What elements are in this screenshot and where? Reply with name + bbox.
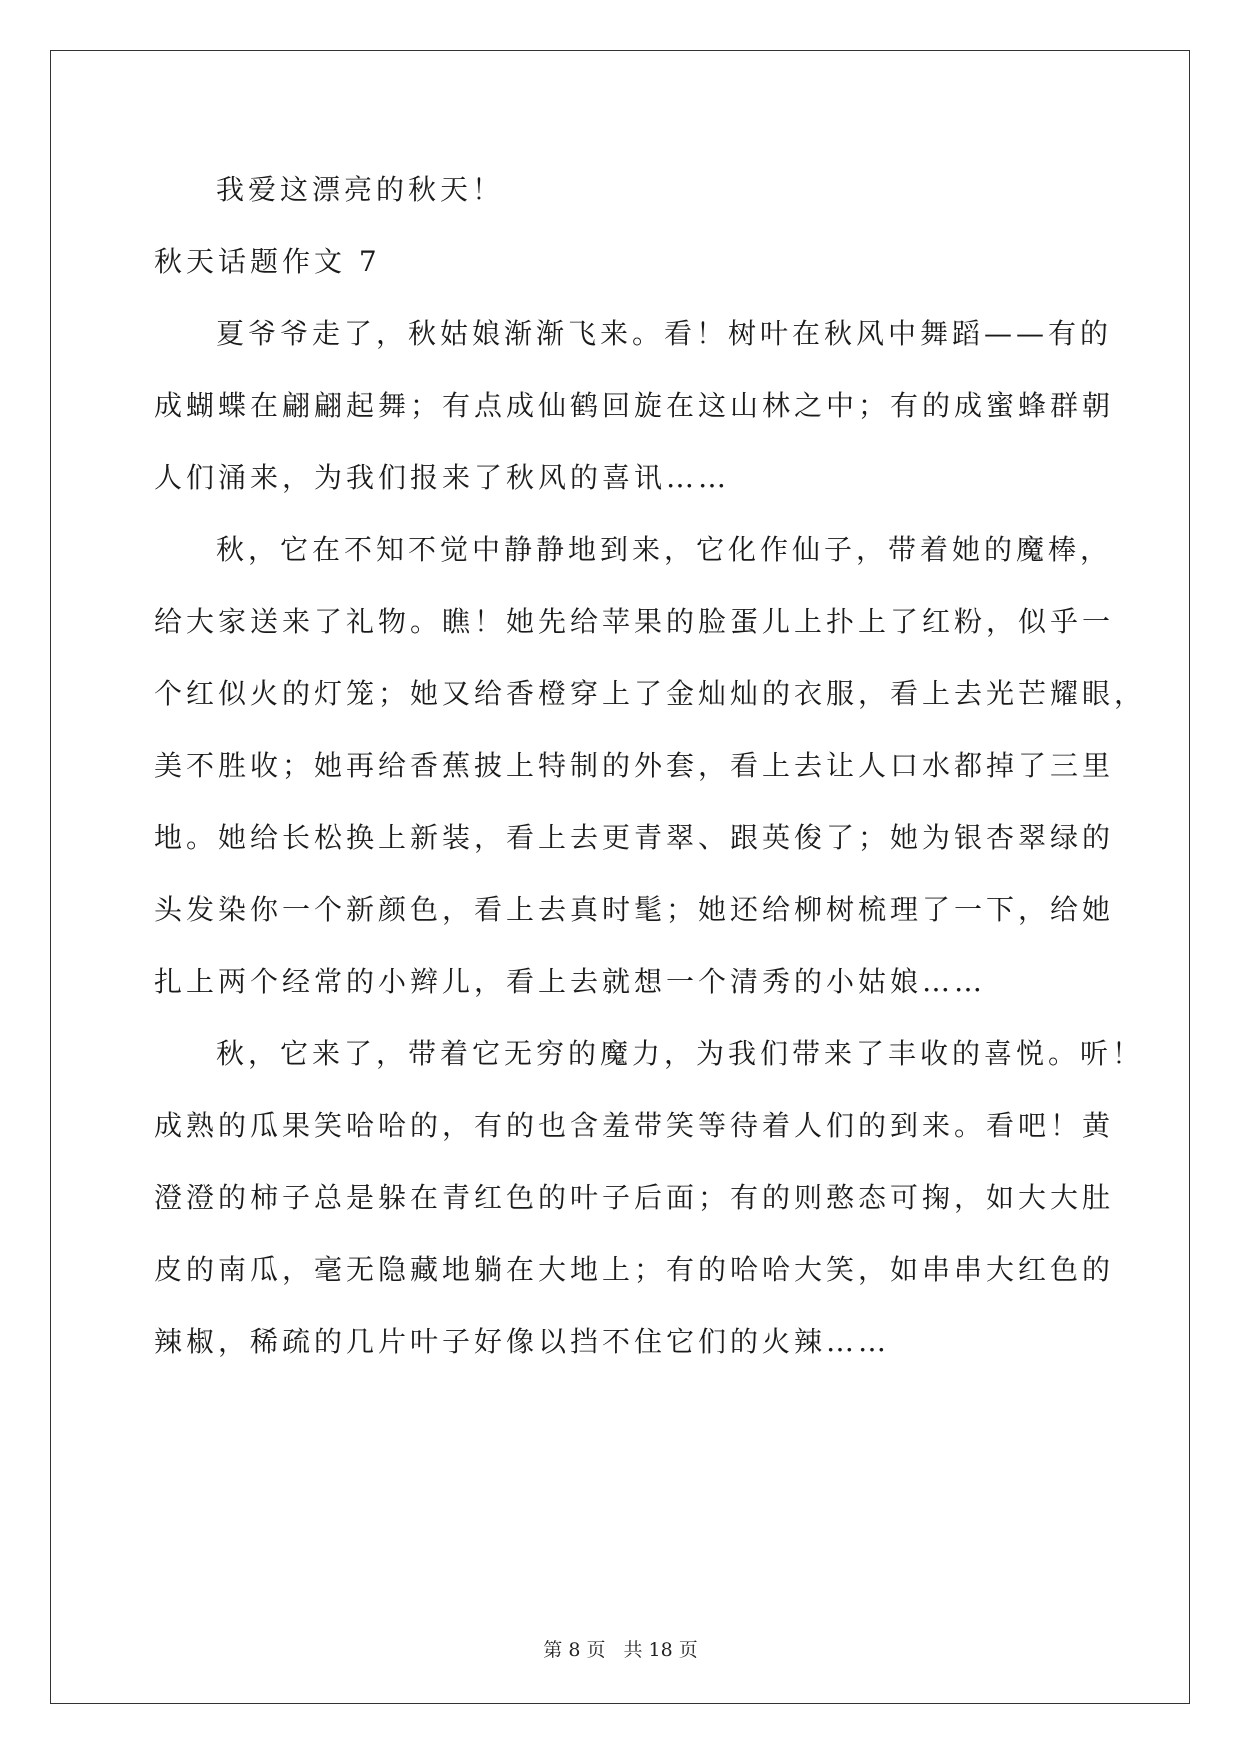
paragraph-line: 秋，它来了，带着它无穷的魔力，为我们带来了丰收的喜悦。听！ [216,1037,1145,1070]
paragraph-line: 我爱这漂亮的秋天！ [216,173,505,206]
document-body [154,154,1147,1378]
paragraph-line: 扎上两个经常的小辫儿，看上去就想一个清秀的小姑娘…… [154,965,987,998]
paragraph-line: 夏爷爷走了，秋姑娘渐渐飞来。看！树叶在秋风中舞蹈——有的 [216,317,1113,350]
paragraph-line: 秋，它在不知不觉中静静地到来，它化作仙子，带着她的魔棒， [216,533,1113,566]
paragraph-line: 头发染你一个新颜色，看上去真时髦；她还给柳树梳理了一下，给她 [154,893,1115,926]
paragraph-line: 美不胜收；她再给香蕉披上特制的外套，看上去让人口水都掉了三里 [154,749,1115,782]
paragraph-line: 地。她给长松换上新装，看上去更青翠、跟英俊了；她为银杏翠绿的 [154,821,1115,854]
current-page-number: 第 8 页 [543,1639,606,1661]
paragraph-line: 成熟的瓜果笑哈哈的，有的也含羞带笑等待着人们的到来。看吧！黄 [154,1109,1115,1142]
paragraph-line: 成蝴蝶在翩翩起舞；有点成仙鹤回旋在这山林之中；有的成蜜蜂群朝 [154,389,1115,422]
paragraph-line: 人们涌来，为我们报来了秋风的喜讯…… [154,461,731,494]
paragraph-line: 辣椒，稀疏的几片叶子好像以挡不住它们的火辣…… [154,1325,891,1358]
section-heading: 秋天话题作文 7 [154,245,381,278]
paragraph-line: 个红似火的灯笼；她又给香橙穿上了金灿灿的衣服，看上去光芒耀眼， [154,677,1147,710]
paragraph-line: 皮的南瓜，毫无隐藏地躺在大地上；有的哈哈大笑，如串串大红色的 [154,1253,1115,1286]
paragraph-line: 给大家送来了礼物。瞧！她先给苹果的脸蛋儿上扑上了红粉，似乎一 [154,605,1115,638]
total-page-count: 共 18 页 [623,1639,698,1661]
paragraph-line: 澄澄的柿子总是躲在青红色的叶子后面；有的则憨态可掬，如大大肚 [154,1181,1115,1214]
page-footer [0,1635,1241,1662]
